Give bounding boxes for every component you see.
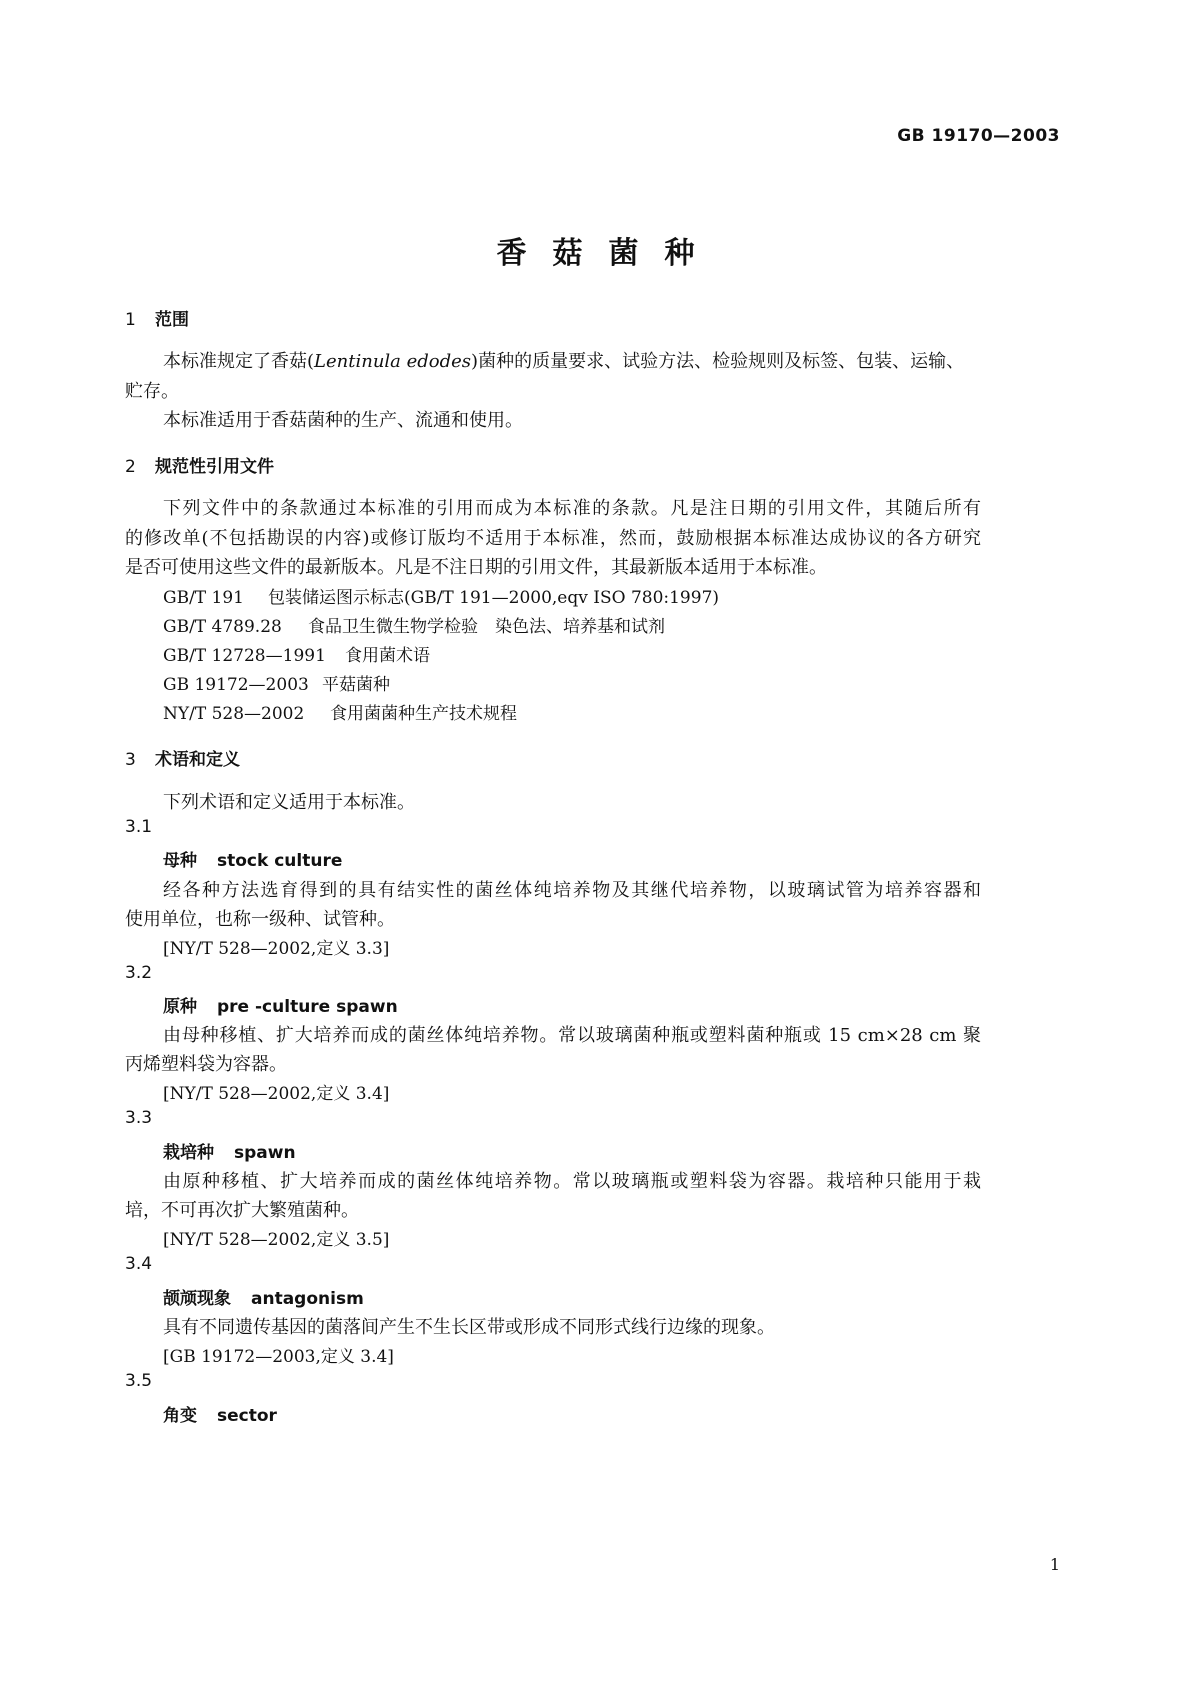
references-paragraph-line: 的修改单(不包括勘误的内容)或修订版均不适用于本标准，然而，鼓励根据本标准达成协议的各方研究	[125, 528, 981, 549]
page-number: 1	[1049, 1555, 1060, 1574]
section-1-heading	[125, 305, 189, 330]
term-source: [NY/T 528—2002,定义 3.4]	[163, 1084, 390, 1104]
section-title: 规范性引用文件	[155, 457, 274, 477]
species-name: Lentinula edodes	[314, 351, 472, 372]
section-title: 术语和定义	[155, 750, 240, 770]
document-title: 香菇菌种	[496, 236, 721, 271]
term-definition-line: 由原种移植、扩大培养而成的菌丝体纯培养物。常以玻璃瓶或塑料袋为容器。栽培种只能用于栽	[163, 1171, 981, 1192]
reference-code: NY/T 528—2002	[163, 704, 305, 724]
term-source: [GB 19172—2003,定义 3.4]	[163, 1347, 394, 1367]
term-number: 3.2	[125, 963, 153, 983]
reference-item	[163, 699, 517, 724]
reference-item	[163, 583, 719, 608]
term-zh: 原种	[163, 997, 197, 1017]
term-title	[163, 846, 342, 871]
reference-code: GB/T 191	[163, 588, 244, 608]
scope-paragraph-line: 贮存。	[125, 381, 179, 402]
term-number: 3.3	[125, 1108, 153, 1128]
term-definition-line: 使用单位，也称一级种、试管种。	[125, 909, 395, 930]
references-paragraph-line: 下列文件中的条款通过本标准的引用而成为本标准的条款。凡是注日期的引用文件，其随后所有	[163, 498, 981, 519]
term-number: 3.4	[125, 1254, 153, 1274]
term-title	[163, 992, 398, 1017]
terms-intro: 下列术语和定义适用于本标准。	[163, 792, 415, 813]
term-source: [NY/T 528—2002,定义 3.5]	[163, 1230, 390, 1250]
reference-code: GB/T 12728—1991	[163, 646, 326, 666]
section-number: 3	[125, 750, 136, 770]
reference-item	[163, 641, 430, 666]
reference-title: 包装储运图示标志(GB/T 191—2000,eqv ISO 780:1997)	[268, 588, 720, 608]
section-number: 2	[125, 457, 136, 477]
term-title	[163, 1401, 277, 1426]
term-zh: 角变	[163, 1406, 197, 1426]
term-en: antagonism	[251, 1289, 364, 1309]
reference-title: 食用菌菌种生产技术规程	[330, 704, 517, 724]
section-2-heading	[125, 452, 274, 477]
term-definition-line: 由母种移植、扩大培养而成的菌丝体纯培养物。常以玻璃菌种瓶或塑料菌种瓶或 15 cm×28 cm 聚	[163, 1025, 981, 1046]
scope-paragraph: 本标准适用于香菇菌种的生产、流通和使用。	[163, 410, 523, 431]
term-source: [NY/T 528—2002,定义 3.3]	[163, 939, 390, 959]
term-title	[163, 1284, 364, 1309]
term-number: 3.5	[125, 1371, 153, 1391]
term-title	[163, 1138, 296, 1163]
term-definition-line: 具有不同遗传基因的菌落间产生不生长区带或形成不同形式线行边缘的现象。	[163, 1317, 775, 1338]
reference-title: 平菇菌种	[322, 675, 390, 695]
term-zh: 母种	[163, 851, 197, 871]
references-paragraph-line: 是否可使用这些文件的最新版本。凡是不注日期的引用文件，其最新版本适用于本标准。	[125, 557, 827, 578]
term-en: sector	[217, 1406, 277, 1426]
term-definition-line: 经各种方法选育得到的具有结实性的菌丝体纯培养物及其继代培养物，以玻璃试管为培养容器和	[163, 880, 981, 901]
term-zh: 颉颃现象	[163, 1289, 231, 1309]
reference-title: 食品卫生微生物学检验 染色法、培养基和试剂	[308, 617, 665, 637]
term-en: spawn	[234, 1143, 296, 1163]
term-definition-line: 丙烯塑料袋为容器。	[125, 1054, 287, 1075]
reference-title: 食用菌术语	[345, 646, 430, 666]
reference-item	[163, 670, 390, 695]
section-number: 1	[125, 310, 136, 330]
term-number: 3.1	[125, 817, 153, 837]
document-code: GB 19170—2003	[897, 126, 1060, 146]
term-zh: 栽培种	[163, 1143, 214, 1163]
term-definition-line: 培，不可再次扩大繁殖菌种。	[125, 1200, 359, 1221]
section-title: 范围	[155, 310, 189, 330]
term-en: pre -culture spawn	[217, 997, 398, 1017]
scope-paragraph-line: 本标准规定了香菇(Lentinula edodes)菌种的质量要求、试验方法、检验规则及标签、包装、运输、	[163, 351, 965, 372]
term-en: stock culture	[217, 851, 343, 871]
reference-code: GB 19172—2003	[163, 675, 309, 695]
reference-code: GB/T 4789.28	[163, 617, 282, 637]
reference-item	[163, 612, 665, 637]
section-3-heading	[125, 745, 240, 770]
